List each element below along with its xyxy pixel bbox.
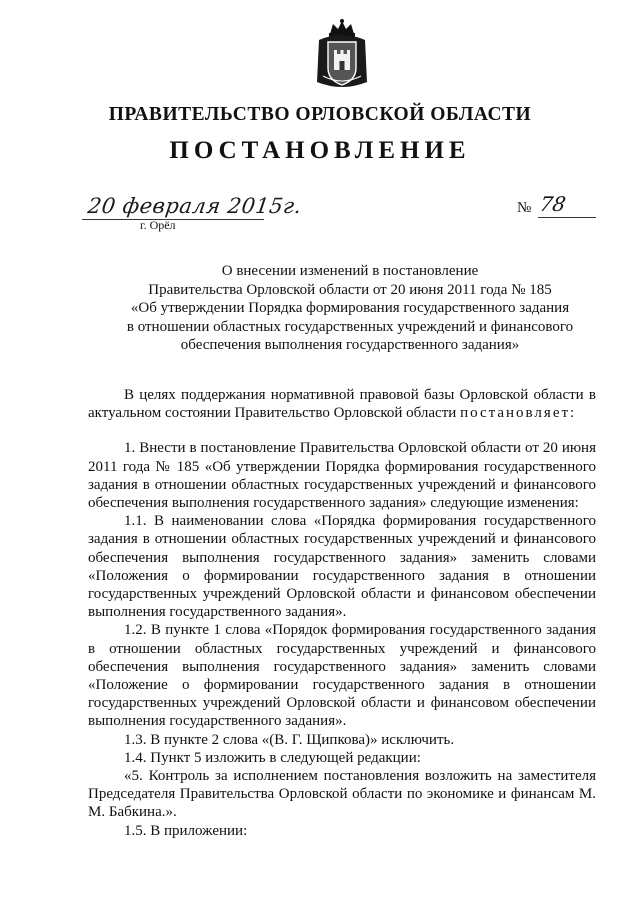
subject-line: «Об утверждении Порядка формирования государственного задания	[130, 300, 570, 316]
subject-line: Правительства Орловской области от 20 июня 2011 года № 185	[148, 281, 552, 298]
subject-line: обеспечения выполнения государственного задания»	[180, 337, 520, 353]
subject-line: в отношении областных государственных учреждений и финансового	[126, 318, 574, 335]
preamble-paragraph	[88, 386, 596, 422]
number-label: №	[517, 200, 532, 216]
document-subject	[100, 262, 600, 355]
document-number: 78	[537, 192, 568, 216]
document-type-title: ПОСТАНОВЛЕНИЕ	[169, 137, 471, 164]
item-1: 1. Внести в постановление Правительства Орловской области от 20 июня 2011 года № 185 «Об утверждении Порядка формирования государственного задания в отношении областных государственных учреждений и финансового обеспечения выполнения государственного задания» следующие изменения:	[88, 440, 596, 512]
government-title: ПРАВИТЕЛЬСТВО ОРЛОВСКОЙ ОБЛАСТИ	[108, 104, 532, 125]
item-1-4-quote: «5. Контроль за исполнением постановления возложить на заместителя Председателя Правительства Орловской области по экономике и финансам М. М. Бабкина.».	[88, 768, 596, 821]
city-label: г. Орёл	[140, 218, 176, 232]
number-underline	[538, 217, 596, 218]
item-1-5: 1.5. В приложении:	[124, 822, 248, 839]
coat-of-arms-icon	[313, 18, 371, 92]
document-date: 20 февраля 2015г.	[86, 194, 304, 218]
item-1-4: 1.4. Пункт 5 изложить в следующей редакции:	[124, 749, 421, 766]
item-1-1: 1.1. В наименовании слова «Порядка формирования государственного задания в отношении областных государственных учреждений и финансового обеспечения выполнения государственного задания» заменить словами «Положения о формировании государственного задания в отношении государственных учреждений Орловской области и финансовом обеспечении выполнения государственного задания».	[88, 513, 596, 621]
preamble-keyword: постановляет:	[460, 405, 577, 422]
subject-line: О внесении изменений в постановление	[221, 263, 479, 279]
item-1-3: 1.3. В пункте 2 слова «(В. Г. Щипкова)» исключить.	[124, 731, 455, 748]
preamble-text: В целях поддержания нормативной правовой базы Орловской области в актуальном состоянии Правительство Орловской области	[88, 387, 596, 422]
document-body	[88, 386, 596, 840]
item-1-2: 1.2. В пункте 1 слова «Порядок формирования государственного задания в отношении областных государственных учреждений и финансового обеспечения выполнения государственного задания» заменить словами «Положение о формировании государственного задания в отношении государственных учреждений Орловской области и финансовом обеспечении выполнения государственного задания».	[88, 622, 596, 730]
